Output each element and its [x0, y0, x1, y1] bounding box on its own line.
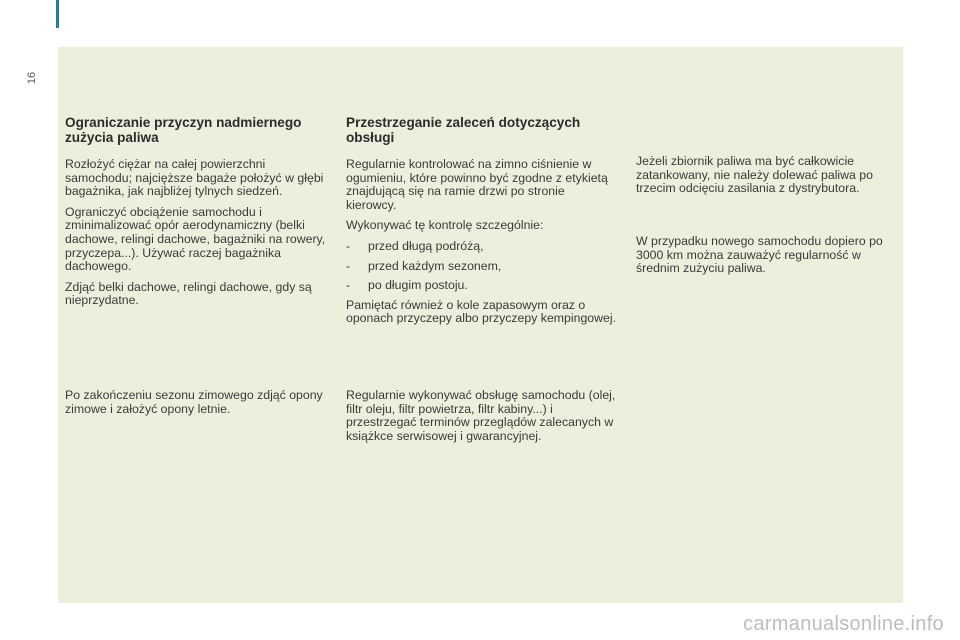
list-item: [346, 240, 618, 254]
middle-column: [346, 115, 618, 333]
left-heading: Ograniczanie przyczyn nadmiernego zużycia paliwa: [65, 115, 302, 145]
right-paragraph-2: W przypadku nowego samochodu dopiero po 3000 km można zauważyć regularność w średnim zużyciu paliwa.: [636, 234, 883, 276]
list-item-text: po długim postoju.: [368, 278, 468, 293]
list-item: [346, 279, 618, 293]
right-column-lower: [636, 235, 886, 283]
middle-heading: Przestrzeganie zaleceń dotyczących obsługi: [346, 115, 581, 145]
list-dash: -: [346, 278, 351, 293]
middle-bottom-paragraph: Regularnie wykonywać obsługę samochodu (olej, filtr oleju, filtr powietrza, filtr kabiny...) i przestrzegać terminów przeglądów zalecanych w książkce serwisowej i gwarancyjnej.: [346, 388, 616, 443]
middle-bottom: [346, 389, 618, 450]
page-edge-marker: [56, 0, 59, 28]
left-paragraph-3: Zdjąć belki dachowe, relingi dachowe, gdy są nieprzydatne.: [65, 279, 312, 308]
left-paragraph-2: Ograniczyć obciążenie samochodu i zminimalizować opór aerodynamiczny (belki dachowe, relingi dachowe, bagażniki na rowery, przyczepa...). Używać raczej bagażnika dachowego.: [65, 204, 326, 274]
list-item-text: przed każdym sezonem,: [368, 258, 502, 273]
list-item-text: przed długą podróżą,: [368, 238, 484, 253]
right-paragraph-1: Jeżeli zbiornik paliwa ma być całkowicie zatankowany, nie należy dolewać paliwa po trzecim odcięciu zasilania z dystrybutora.: [636, 154, 873, 196]
left-bottom-paragraph: Po zakończeniu sezonu zimowego zdjąć opony zimowe i założyć opony letnie.: [65, 388, 323, 416]
watermark: carmanualsonline.info: [743, 613, 944, 635]
left-paragraph-1: Rozłożyć ciężar na całej powierzchni samochodu; najcięższe bagaże położyć w głębi bagażnika, jak najbliżej tylnych siedzeń.: [65, 157, 324, 199]
middle-after-list: Pamiętać również o kole zapasowym oraz o oponach przyczepy albo przyczepy kempingowej.: [346, 297, 616, 326]
middle-paragraph-1: Regularnie kontrolować na zimno ciśnienie w ogumieniu, które powinno być zgodne z etykietą znajdującą się na ramie drzwi po stronie kierowcy.: [346, 157, 608, 212]
middle-paragraph-2: Wykonywać tę kontrolę szczególnie:: [346, 218, 544, 233]
left-column: [65, 115, 335, 315]
list-dash: -: [346, 258, 351, 273]
left-bottom: [65, 389, 335, 423]
page-number: 16: [26, 71, 38, 85]
list-dash: -: [346, 238, 351, 253]
right-column: [636, 155, 886, 203]
list-item: [346, 260, 618, 274]
